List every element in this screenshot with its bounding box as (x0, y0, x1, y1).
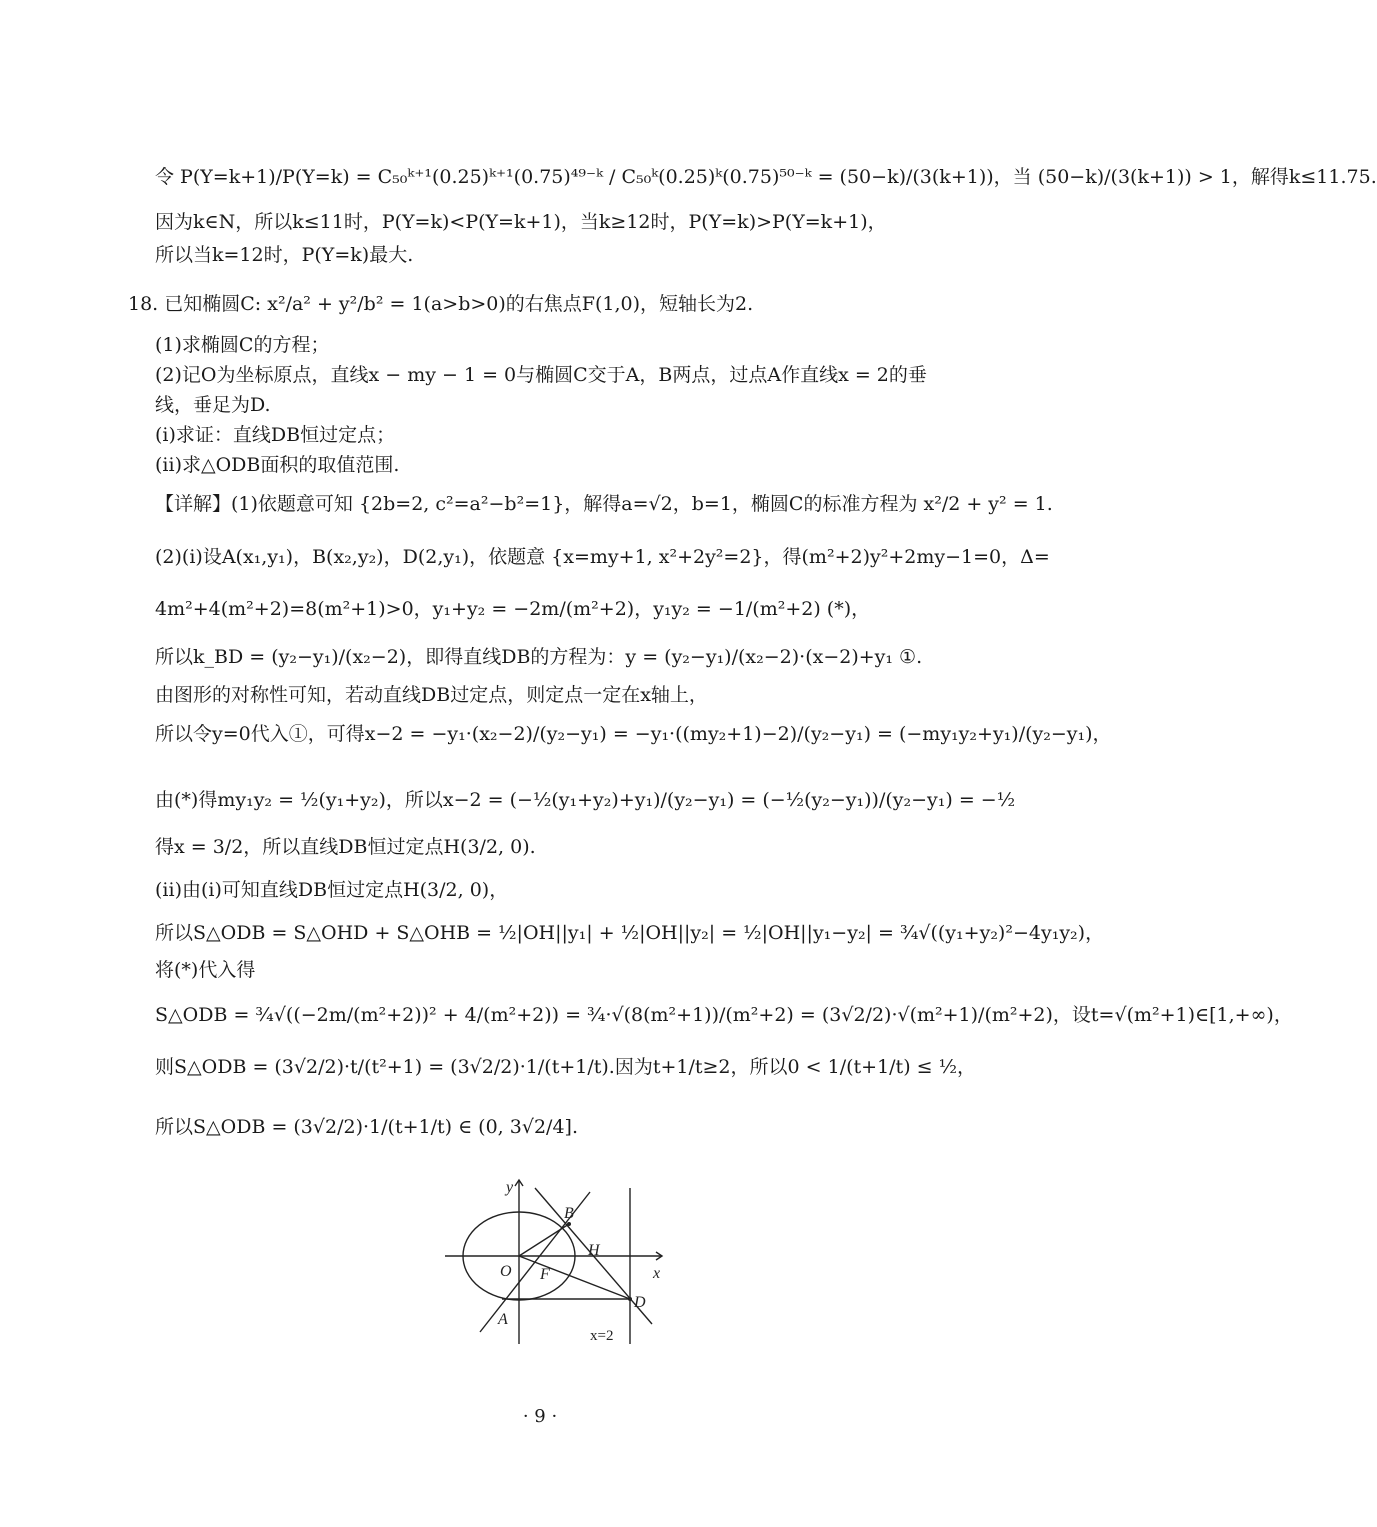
solution-part-1: 【详解】(1)依题意可知 {2b=2, c²=a²−b²=1}，解得a=√2，b=1，椭圆C的标准方程为 x²/2 + y² = 1. (155, 493, 1053, 515)
label-O: O (500, 1263, 512, 1280)
question-18-part-2-ii: (ii)求△ODB面积的取值范围. (155, 454, 400, 476)
solution-discriminant: 4m²+4(m²+2)=8(m²+1)>0，y₁+y₂ = −2m/(m²+2)，y₁y₂ = −1/(m²+2) (*)， (155, 598, 871, 620)
solution-symmetry: 由图形的对称性可知，若动直线DB过定点，则定点一定在x轴上， (155, 684, 708, 706)
solution-substitute-star: 将(*)代入得 (155, 959, 256, 981)
solution-fixed-point: 得x = 3/2，所以直线DB恒过定点H(3/2, 0). (155, 836, 536, 858)
text-line-1: 令 P(Y=k+1)/P(Y=k) = C₅₀ᵏ⁺¹(0.25)ᵏ⁺¹(0.75)⁴⁹⁻ᵏ / C₅₀ᵏ(0.25)ᵏ(0.75)⁵⁰⁻ᵏ = (50−k)/(3(k+1))，当 (50−k)/(3(k+1)) > 1，解得k≤11.75. (155, 166, 1377, 188)
solution-area-range: 所以S△ODB = (3√2/2)·1/(t+1/t) ∈ (0, 3√2/4]. (155, 1116, 578, 1138)
ellipse-diagram (440, 1172, 680, 1350)
question-18-part-2-cont: 线，垂足为D. (155, 394, 271, 416)
label-D: D (634, 1294, 646, 1311)
solution-part-2-i-setup: (2)(i)设A(x₁,y₁)，B(x₂,y₂)，D(2,y₁)，依题意 {x=my+1, x²+2y²=2}，得(m²+2)y²+2my−1=0，Δ= (155, 546, 1050, 568)
question-18-part-2-i: (i)求证：直线DB恒过定点； (155, 424, 396, 446)
question-18-part-1: (1)求椭圆C的方程； (155, 334, 330, 356)
label-x-equals-2: x=2 (590, 1328, 614, 1344)
solution-slope: 所以k_BD = (y₂−y₁)/(x₂−2)，即得直线DB的方程为：y = (y₂−y₁)/(x₂−2)·(x−2)+y₁ ①. (155, 646, 923, 668)
point-B-dot (567, 1222, 571, 1226)
solution-area-expression: S△ODB = ¾√((−2m/(m²+2))² + 4/(m²+2)) = ¾·√(8(m²+1))/(m²+2) = (3√2/2)·√(m²+1)/(m²+2)，设t=√(m²+1)∈[1,+∞)， (155, 1004, 1293, 1026)
solution-substitute: 所以令y=0代入①，可得x−2 = −y₁·(x₂−2)/(y₂−y₁) = −y₁·((my₂+1)−2)/(y₂−y₁) = (−my₁y₂+y₁)/(y₂−y₁)， (155, 723, 1112, 745)
text-line-2: 因为k∈N，所以k≤11时，P(Y=k)<P(Y=k+1)，当k≥12时，P(Y=k)>P(Y=k+1)， (155, 211, 887, 233)
question-18-part-2: (2)记O为坐标原点，直线x − my − 1 = 0与椭圆C交于A，B两点，过点A作直线x = 2的垂 (155, 364, 927, 386)
label-F: F (540, 1266, 550, 1283)
label-x: x (653, 1265, 661, 1282)
solution-derive: 由(*)得my₁y₂ = ½(y₁+y₂)，所以x−2 = (−½(y₁+y₂)+y₁)/(y₂−y₁) = (−½(y₂−y₁))/(y₂−y₁) = −½ (155, 789, 1016, 811)
text-line-3: 所以当k=12时，P(Y=k)最大. (155, 244, 414, 266)
label-H: H (588, 1242, 600, 1259)
label-A: A (498, 1311, 508, 1328)
solution-area-in-t: 则S△ODB = (3√2/2)·t/(t²+1) = (3√2/2)·1/(t+1/t).因为t+1/t≥2，所以0 < 1/(t+1/t) ≤ ½， (155, 1056, 977, 1078)
label-B: B (564, 1205, 574, 1222)
point-D-dot (628, 1297, 632, 1301)
solution-part-2-ii: (ii)由(i)可知直线DB恒过定点H(3/2, 0)， (155, 879, 509, 901)
question-18-stem: 18. 已知椭圆C: x²/a² + y²/b² = 1(a>b>0)的右焦点F(1,0)，短轴长为2. (128, 293, 754, 315)
solution-area-formula: 所以S△ODB = S△OHD + S△OHB = ½|OH||y₁| + ½|OH||y₂| = ½|OH||y₁−y₂| = ¾√((y₁+y₂)²−4y₁y₂)， (155, 922, 1105, 944)
page-number: · 9 · (522, 1406, 558, 1427)
label-y: y (506, 1179, 514, 1196)
